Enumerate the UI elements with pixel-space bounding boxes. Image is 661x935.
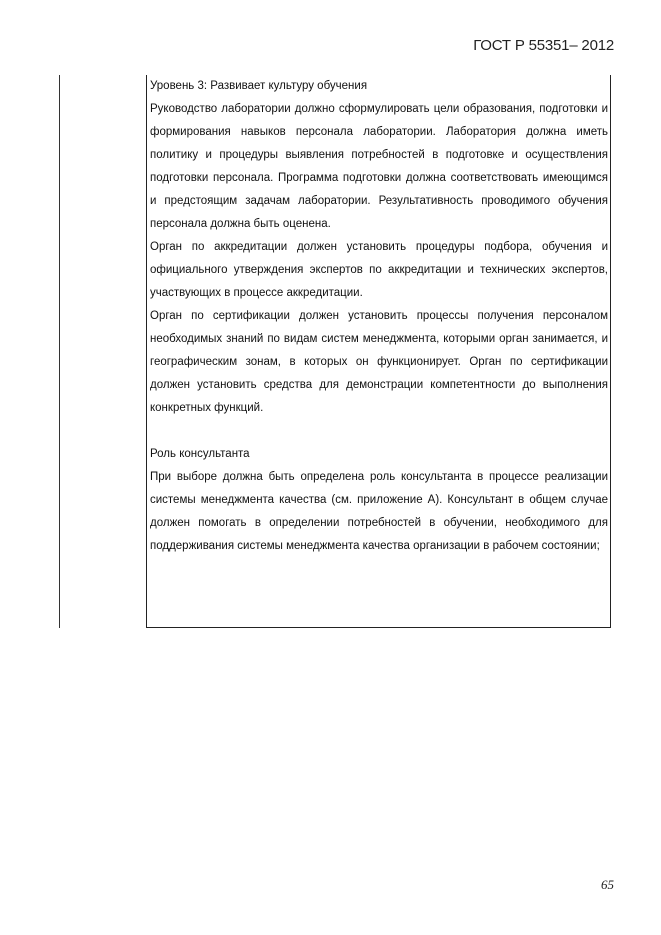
left-margin-rule (59, 75, 60, 628)
consultant-role-heading: Роль консультанта (150, 448, 250, 460)
level-3-heading: Уровень 3: Развивает культуру обучения (150, 80, 368, 92)
document-header-code: ГОСТ Р 55351– 2012 (473, 37, 614, 54)
content-table-cell (146, 75, 611, 628)
paragraph-spacer (150, 420, 608, 443)
consultant-role-paragraph: При выборе должна быть определена роль консультанта в процессе реализации системы менеджмента качества (см. приложение А). Консультант в общем случае должен помогать в определении потребностей в обучении, необходимого для поддерживания системы менеджмента качества организации в рабочем состоянии; (150, 471, 608, 552)
content-text-block (147, 75, 610, 558)
certification-body-paragraph: Орган по сертификации должен установить процессы получения персоналом необходимых знаний по видам систем менеджмента, которыми орган занимается, и географическим зонам, в которых он функционирует. Орган по сертификации должен установить средства для демонстрации компетентности до выполнения конкретных функций. (150, 310, 608, 414)
page-number: 65 (601, 877, 614, 892)
laboratory-paragraph: Руководство лаборатории должно сформулировать цели образования, подготовки и формирования навыков персонала лаборатории. Лаборатория должна иметь политику и процедуры выявления потребностей в подготовке и осуществления подготовки персонала. Программа подготовки должна соответствовать имеющимся и предстоящим задачам лаборатории. Результативность проводимого обучения персонала должна быть оценена. (150, 103, 608, 230)
accreditation-body-paragraph: Орган по аккредитации должен установить процедуры подбора, обучения и официального утверждения экспертов по аккредитации и технических экспертов, участвующих в процессе аккредитации. (150, 241, 608, 299)
